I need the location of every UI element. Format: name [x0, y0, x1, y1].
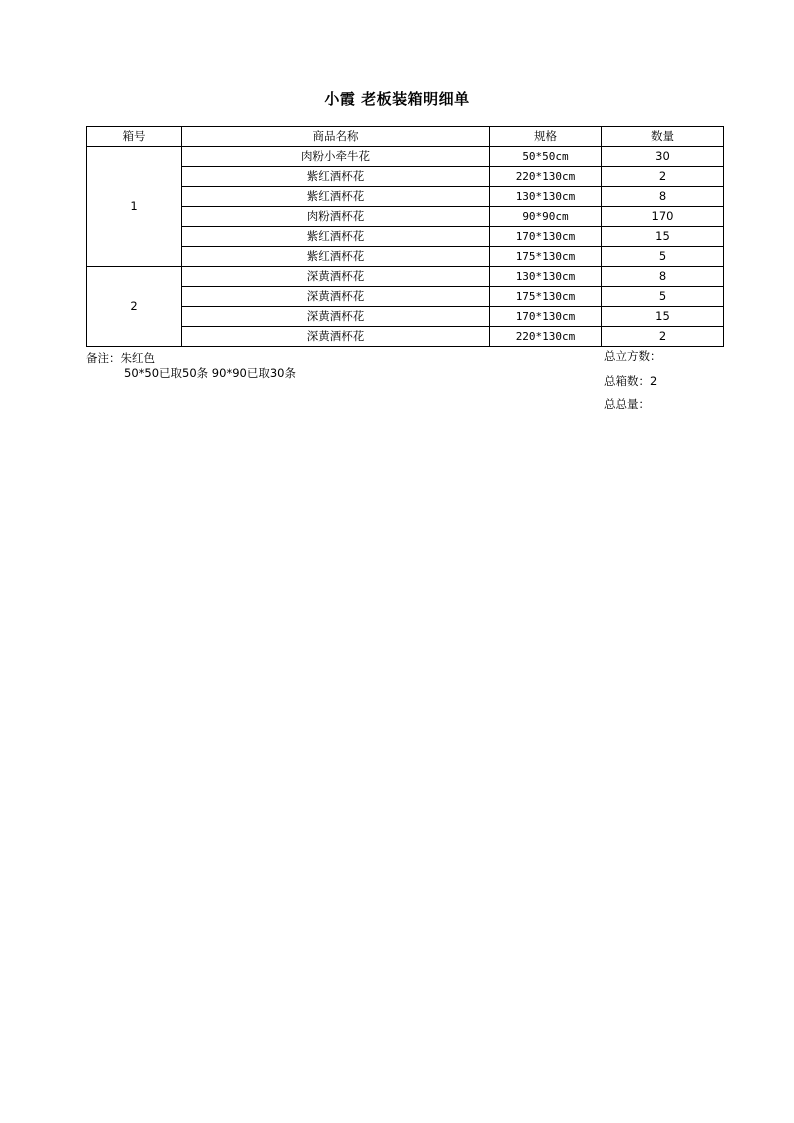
- table-row: [87, 227, 724, 247]
- product-name-cell: 紫红酒杯花: [182, 247, 490, 267]
- product-name-cell: 紫红酒杯花: [182, 187, 490, 207]
- spec-cell: 170*130cm: [490, 227, 602, 247]
- quantity-cell: 30: [602, 147, 724, 167]
- document-title: 小霞 老板装箱明细单: [324, 90, 470, 108]
- spec-cell: 220*130cm: [490, 327, 602, 347]
- box-number-cell: 2: [87, 267, 182, 347]
- product-name-cell: 深黄酒杯花: [182, 287, 490, 307]
- remarks-line-1: 备注：朱红色: [86, 351, 155, 365]
- remarks: [86, 351, 296, 381]
- total-quantity-label: 总总量：: [604, 397, 650, 411]
- table-row: [87, 147, 724, 167]
- product-name-cell: 深黄酒杯花: [182, 267, 490, 287]
- table-row: [87, 207, 724, 227]
- table-row: [87, 167, 724, 187]
- table-row: [87, 287, 724, 307]
- quantity-cell: 2: [602, 327, 724, 347]
- quantity-cell: 15: [602, 227, 724, 247]
- product-name-cell: 紫红酒杯花: [182, 227, 490, 247]
- table-row: [87, 267, 724, 287]
- header-spec: 规格: [490, 127, 602, 147]
- quantity-cell: 2: [602, 167, 724, 187]
- quantity-cell: 8: [602, 267, 724, 287]
- quantity-cell: 170: [602, 207, 724, 227]
- spec-cell: 175*130cm: [490, 247, 602, 267]
- product-name-cell: 肉粉小牵牛花: [182, 147, 490, 167]
- table-row: [87, 327, 724, 347]
- remarks-line-2: 50*50已取50条 90*90已取30条: [124, 366, 296, 380]
- spec-cell: 90*90cm: [490, 207, 602, 227]
- table-row: [87, 247, 724, 267]
- packing-list-table: [86, 126, 724, 347]
- header-box-no: 箱号: [87, 127, 182, 147]
- header-product-name: 商品名称: [182, 127, 490, 147]
- table-row: [87, 307, 724, 327]
- table-header-row: [87, 127, 724, 147]
- header-quantity: 数量: [602, 127, 724, 147]
- product-name-cell: 深黄酒杯花: [182, 327, 490, 347]
- spec-cell: 130*130cm: [490, 267, 602, 287]
- table-row: [87, 187, 724, 207]
- product-name-cell: 紫红酒杯花: [182, 167, 490, 187]
- spec-cell: 170*130cm: [490, 307, 602, 327]
- spec-cell: 220*130cm: [490, 167, 602, 187]
- quantity-cell: 15: [602, 307, 724, 327]
- quantity-cell: 5: [602, 287, 724, 307]
- quantity-cell: 8: [602, 187, 724, 207]
- product-name-cell: 深黄酒杯花: [182, 307, 490, 327]
- spec-cell: 50*50cm: [490, 147, 602, 167]
- quantity-cell: 5: [602, 247, 724, 267]
- box-number-cell: 1: [87, 147, 182, 267]
- spec-cell: 130*130cm: [490, 187, 602, 207]
- product-name-cell: 肉粉酒杯花: [182, 207, 490, 227]
- total-volume-label: 总立方数：: [604, 349, 662, 363]
- spec-cell: 175*130cm: [490, 287, 602, 307]
- total-boxes-label: 总箱数：2: [604, 374, 658, 388]
